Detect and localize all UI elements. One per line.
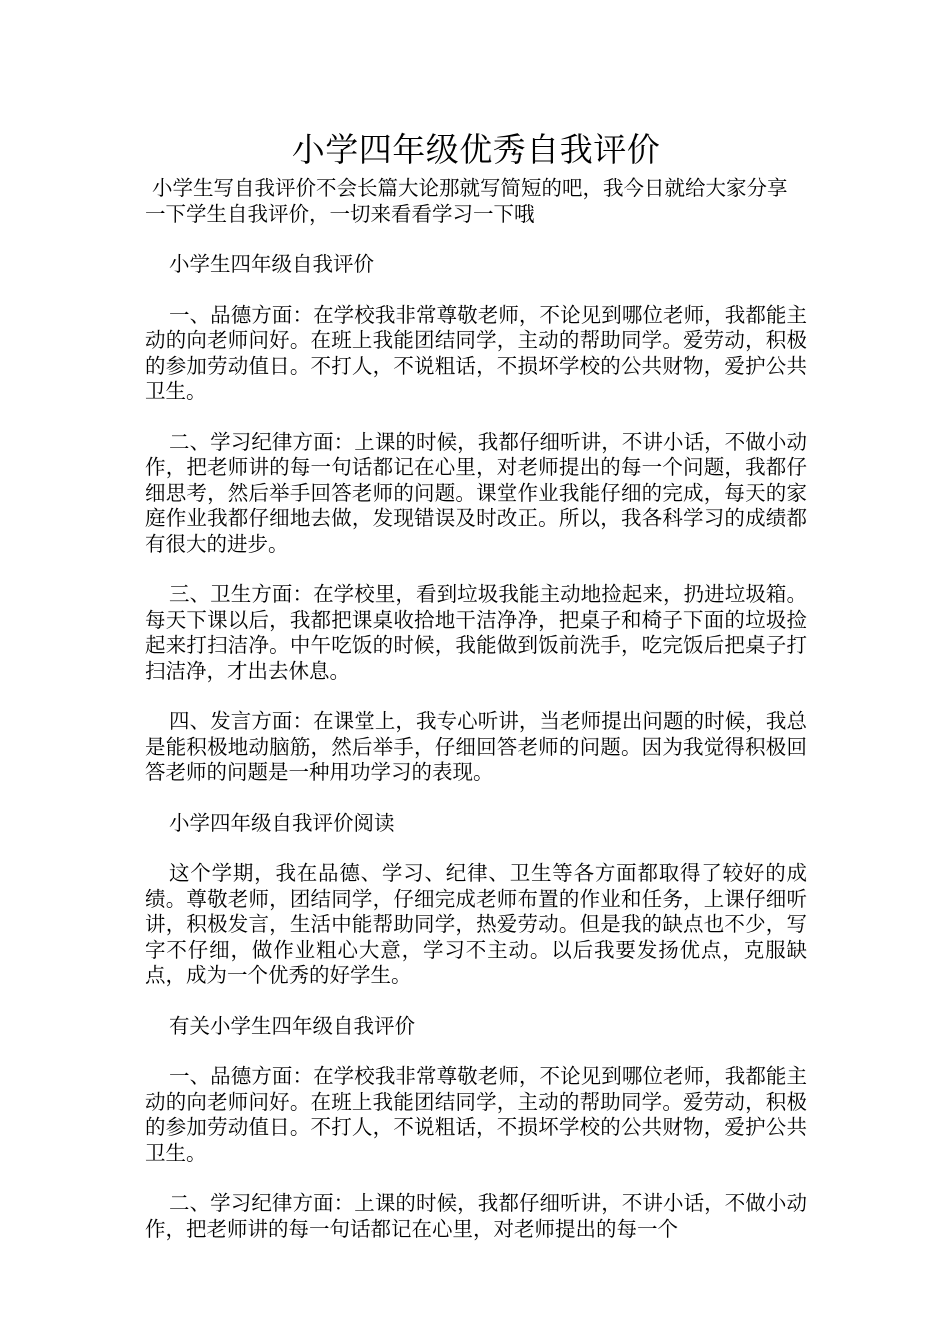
paragraph-gap [145,684,807,709]
section-heading: 小学生四年级自我评价 [169,252,374,276]
paragraph-gap [145,405,807,430]
body-paragraph: 一、品德方面：在学校我非常尊敬老师，不论见到哪位老师，我都能主动的向老师问好。在班上我能团结同学，主动的帮助同学。爱劳动，积极的参加劳动值日。不打人，不说粗话，不损坏学校的公共财物，爱护公共卫生。 [145,1064,807,1165]
intro-paragraph: 小学生写自我评价不会长篇大论那就写简短的吧，我今日就给大家分享一下学生自我评价，一切来看看学习一下哦 [145,176,788,226]
paragraph-gap [145,557,807,582]
body-paragraph: 二、学习纪律方面：上课的时候，我都仔细听讲，不讲小话，不做小动作，把老师讲的每一句话都记在心里，对老师提出的每一个问题，我都仔细思考，然后举手回答老师的问题。课堂作业我能仔细的完成，每天的家庭作业我都仔细地去做，发现错误及时改正。所以，我各科学习的成绩都有很大的进步。 [145,429,807,556]
paragraph-gap [145,989,807,1014]
body-paragraph: 四、发言方面：在课堂上，我专心听讲，当老师提出问题的时候，我总是能积极地动脑筋，然后举手，仔细回答老师的问题。因为我觉得积极回答老师的问题是一种用功学习的表现。 [145,709,807,784]
document-page [145,128,807,1242]
paragraph-gap [145,1166,807,1191]
document-title: 小学四年级优秀自我评价 [291,130,661,169]
section-heading: 小学四年级自我评价阅读 [169,810,395,835]
body-paragraph: 一、品德方面：在学校我非常尊敬老师，不论见到哪位老师，我都能主动的向老师问好。在班上我能团结同学，主动的帮助同学。爱劳动，积极的参加劳动值日。不打人，不说粗话，不损坏学校的公共财物，爱护公共卫生。 [145,302,807,403]
paragraph-gap [145,227,807,252]
paragraph-gap [145,836,807,861]
paragraph-gap [145,786,807,811]
paragraph-gap [145,1039,807,1064]
section-heading: 有关小学生四年级自我评价 [169,1013,415,1038]
paragraph-gap [145,278,807,303]
body-paragraph: 三、卫生方面：在学校里，看到垃圾我能主动地捡起来，扔进垃圾箱。每天下课以后，我都把课桌收拾地干洁净净，把桌子和椅子下面的垃圾捡起来打扫洁净。中午吃饭的时候，我能做到饭前洗手，吃完饭后把桌子打扫洁净，才出去休息。 [145,582,807,683]
body-paragraph: 这个学期，我在品德、学习、纪律、卫生等各方面都取得了较好的成绩。尊敬老师，团结同学，仔细完成老师布置的作业和任务，上课仔细听讲，积极发言，生活中能帮助同学，热爱劳动。但是我的缺点也不少，写字不仔细，做作业粗心大意，学习不主动。以后我要发扬优点，克服缺点，成为一个优秀的好学生。 [145,861,807,987]
body-paragraph: 二、学习纪律方面：上课的时候，我都仔细听讲，不讲小话，不做小动作，把老师讲的每一句话都记在心里，对老师提出的每一个 [145,1191,807,1241]
